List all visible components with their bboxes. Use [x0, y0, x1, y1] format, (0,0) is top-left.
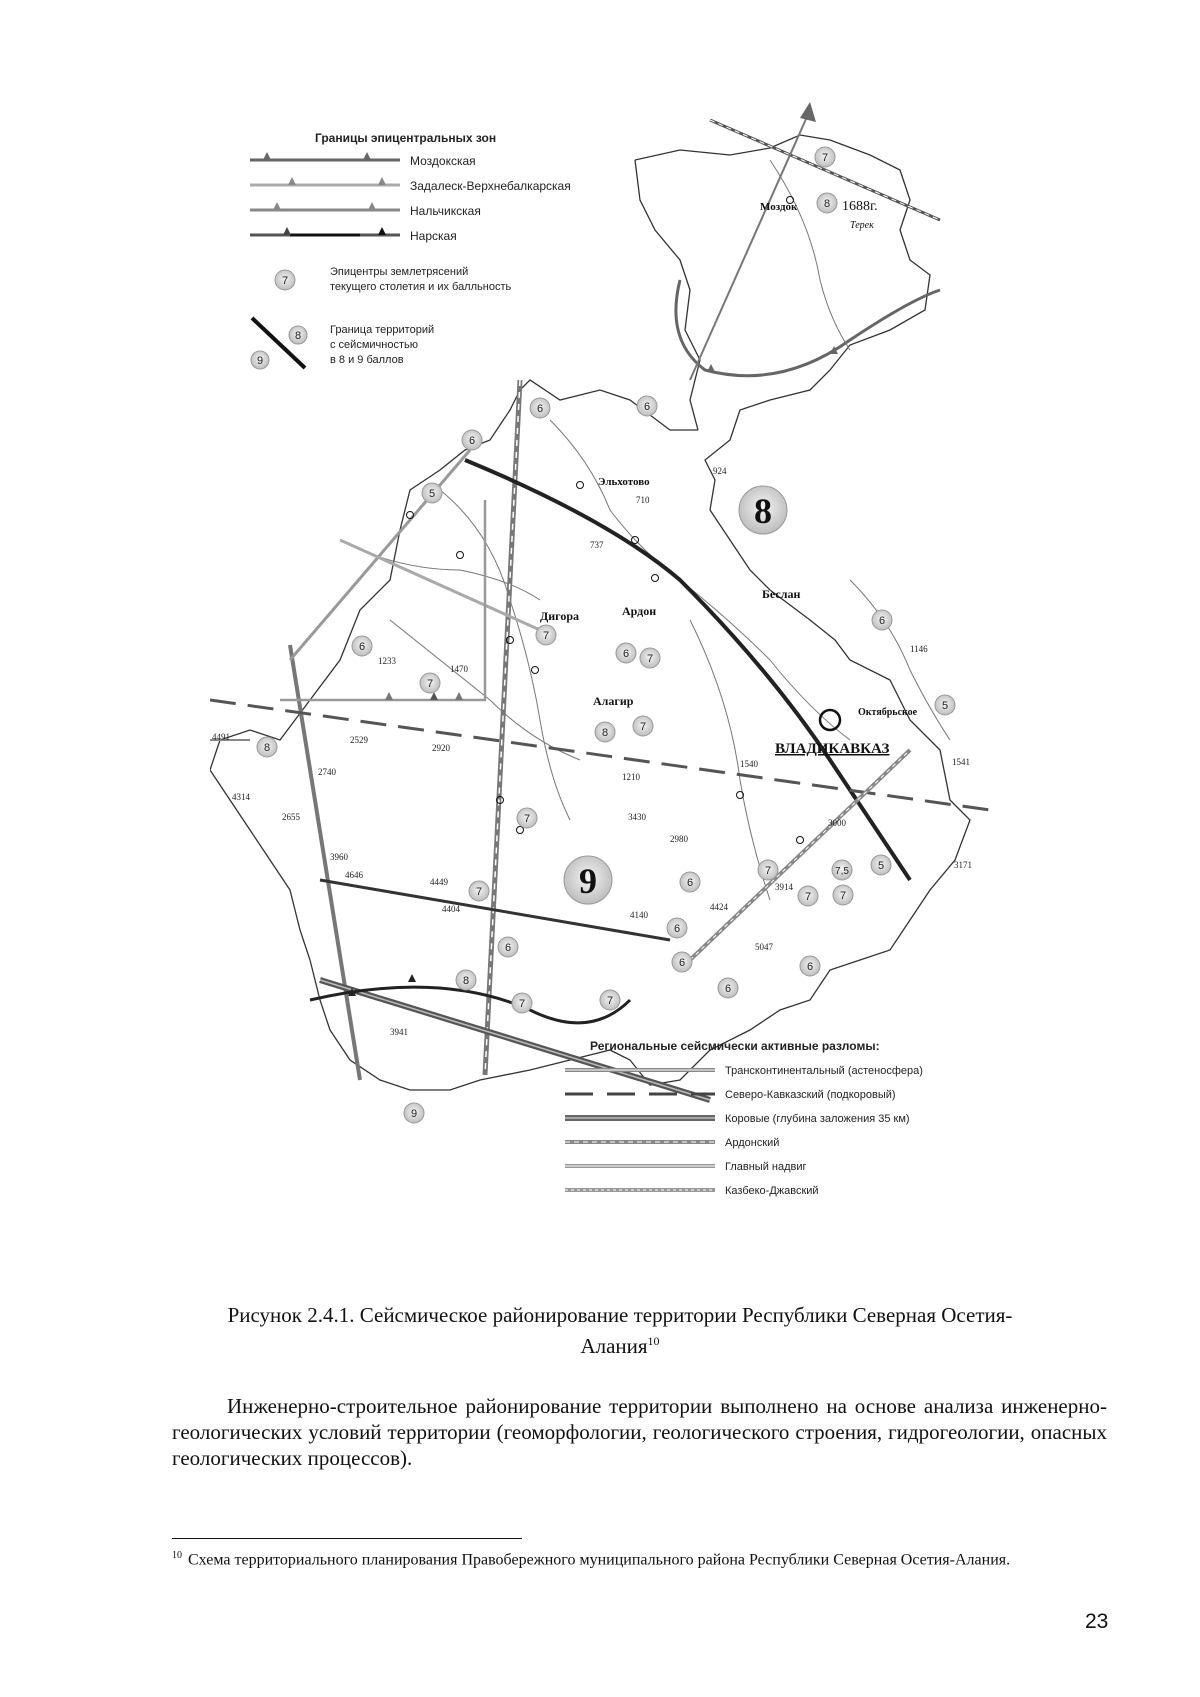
elev-1146: 1146 — [910, 644, 928, 654]
svg-text:8: 8 — [462, 975, 470, 987]
epicenter — [833, 885, 853, 905]
epicenter — [815, 147, 835, 167]
elev-710: 710 — [636, 495, 650, 505]
elev-4449: 4449 — [430, 877, 448, 887]
svg-text:5: 5 — [428, 488, 436, 500]
epicenter — [600, 990, 620, 1010]
towns — [407, 197, 918, 844]
elev-1541: 1541 — [952, 757, 970, 767]
fault-main-thrust: Главный надвиг — [725, 1161, 807, 1173]
epicenter — [512, 993, 532, 1013]
epicenter — [616, 643, 636, 663]
elev-4424: 4424 — [710, 902, 728, 912]
svg-text:7: 7 — [821, 152, 829, 164]
elev-2980: 2980 — [670, 834, 688, 844]
elev-5047: 5047 — [755, 942, 773, 952]
epicenter — [637, 396, 657, 416]
town-mozdok: Моздок — [760, 201, 798, 213]
legend-boundary-label-3: в 8 и 9 баллов — [330, 354, 404, 366]
svg-text:6: 6 — [806, 961, 814, 973]
elev-4314: 4314 — [232, 792, 250, 802]
body-paragraph: Инженерно-строительное районирование территории выполнено на основе анализа инженерно-геологических условий территории (геоморфологии, геологического строения, гидрогеологии, опасных геологических процессов). — [172, 1394, 1107, 1470]
epicenter — [680, 872, 700, 892]
epicenter — [633, 716, 653, 736]
elev-4404: 4404 — [442, 904, 460, 914]
footnote-text: Схема территориального планирования Правобережного муниципального района Республики Северная Осетия-Алания. — [188, 1551, 1011, 1569]
faults-legend-title: Региональные сейсмически активные разломы: — [590, 1039, 880, 1053]
zone-9-label: 9 — [579, 861, 597, 901]
elev-1210: 1210 — [622, 772, 640, 782]
legend-epicenter-label-2: текущего столетия и их балльность — [330, 281, 512, 293]
svg-text:6: 6 — [878, 615, 886, 627]
svg-text:7: 7 — [542, 630, 550, 642]
elev-3960: 3960 — [330, 852, 348, 862]
svg-text:6: 6 — [358, 641, 366, 653]
epicenter — [595, 722, 615, 742]
town-ardon: Ардон — [622, 604, 657, 618]
elev-4140: 4140 — [630, 910, 648, 920]
svg-text:6: 6 — [724, 983, 732, 995]
elev-4491: 4491 — [212, 732, 230, 742]
elev-1233: 1233 — [378, 656, 396, 666]
svg-text:8: 8 — [823, 198, 831, 210]
elev-2920: 2920 — [432, 743, 450, 753]
fault-transcontinental: Трансконтинентальный (астеносфера) — [725, 1065, 923, 1077]
svg-text:6: 6 — [468, 435, 476, 447]
year-1688: 1688г. — [842, 199, 878, 214]
elev-2529: 2529 — [350, 735, 368, 745]
elev-4646: 4646 — [345, 870, 363, 880]
epicenter — [798, 886, 818, 906]
town-beslan: Беслан — [762, 587, 801, 601]
legend-zone-nar: Нарская — [410, 229, 457, 243]
svg-text:7: 7 — [523, 813, 531, 825]
svg-text:6: 6 — [686, 877, 694, 889]
epicenter — [536, 625, 556, 645]
legend-zone-zadalesk: Задалеск-Верхнебалкарская — [410, 179, 571, 193]
legend-active-faults — [404, 1039, 923, 1197]
fault-ardon: Ардонский — [725, 1137, 780, 1149]
svg-text:6: 6 — [643, 401, 651, 413]
epicenter — [872, 610, 892, 630]
capital-vladikavkaz: ВЛАДИКАВКАЗ — [775, 741, 890, 757]
svg-text:8: 8 — [601, 727, 609, 739]
legend-boundary-label-2: с сейсмичностью — [330, 339, 418, 351]
figure-caption — [150, 1302, 1090, 1359]
epicenter — [800, 956, 820, 976]
svg-text:7: 7 — [804, 891, 812, 903]
zone-8-label: 8 — [754, 491, 772, 531]
svg-text:6: 6 — [678, 957, 686, 969]
legend-epicenter-sample: 7 — [281, 275, 289, 287]
elev-3000: 3000 — [828, 818, 846, 828]
fault-kazbek-java: Казбеко-Джавский — [725, 1185, 819, 1197]
svg-text:7: 7 — [646, 653, 654, 665]
fault-lines — [210, 102, 990, 1100]
fault-crustal: Коровые (глубина заложения 35 км) — [725, 1113, 910, 1125]
legend-boundary-sample-8: 8 — [294, 330, 302, 342]
caption-line-2: Алания — [580, 1334, 648, 1358]
legend-epicentral-zones — [250, 131, 571, 369]
elev-3171: 3171 — [954, 860, 972, 870]
epicenter — [640, 648, 660, 668]
epicenter — [352, 636, 372, 656]
footnote — [172, 1545, 1107, 1571]
page-number: 23 — [1085, 1610, 1109, 1633]
epicenter — [718, 978, 738, 998]
epicenter — [420, 673, 440, 693]
elev-2740: 2740 — [318, 767, 336, 777]
elev-2655: 2655 — [282, 812, 300, 822]
legend-bottom-circle: 9 — [410, 1108, 418, 1120]
footnote-marker: 10 — [172, 1550, 182, 1561]
elev-3430: 3430 — [628, 812, 646, 822]
elev-737: 737 — [590, 540, 604, 550]
elev-3914: 3914 — [775, 882, 793, 892]
svg-text:7: 7 — [839, 890, 847, 902]
legend-boundary-label-1: Граница территорий — [330, 324, 435, 336]
epicenter — [469, 881, 489, 901]
legend-zone-mozdok: Моздокская — [410, 154, 476, 168]
svg-text:7: 7 — [475, 886, 483, 898]
svg-text:7,5: 7,5 — [835, 866, 849, 877]
epicenter — [672, 952, 692, 972]
epicenter — [667, 918, 687, 938]
epicenter — [832, 860, 852, 880]
river-terek: Терек — [850, 220, 874, 231]
fault-north-caucasian: Северо-Кавказский (подкоровый) — [725, 1089, 896, 1101]
svg-text:6: 6 — [673, 923, 681, 935]
epicenter — [817, 193, 837, 213]
elev-3941: 3941 — [390, 1027, 408, 1037]
epicenter — [517, 808, 537, 828]
legend-boundary-sample-9: 9 — [256, 355, 264, 367]
legend-epicenter-label-1: Эпицентры землетрясений — [330, 266, 469, 278]
svg-text:7: 7 — [639, 721, 647, 733]
svg-text:6: 6 — [504, 942, 512, 954]
legend-zone-nalchik: Нальчикская — [410, 204, 481, 218]
town-alagir: Алагир — [593, 694, 634, 708]
svg-text:6: 6 — [622, 648, 630, 660]
town-digora: Дигора — [540, 609, 579, 623]
epicenter — [456, 970, 476, 990]
epicenter — [422, 483, 442, 503]
epicenter — [935, 695, 955, 715]
elev-1470: 1470 — [450, 664, 468, 674]
epicenter — [257, 737, 277, 757]
caption-line-1: Рисунок 2.4.1. Сейсмическое районирование территории Республики Северная Осетия- — [227, 1303, 1013, 1327]
region-outline — [210, 135, 970, 1090]
legend-title: Границы эпицентральных зон — [315, 131, 497, 145]
svg-text:7: 7 — [764, 865, 772, 877]
svg-text:7: 7 — [426, 678, 434, 690]
elev-924: 924 — [713, 466, 727, 476]
svg-text:7: 7 — [518, 998, 526, 1010]
epicenter — [758, 860, 778, 880]
caption-footnote-ref[interactable]: 10 — [647, 1334, 660, 1348]
svg-text:5: 5 — [941, 700, 949, 712]
seismic-zoning-map — [210, 100, 1080, 1300]
epicenter — [871, 855, 891, 875]
footnote-rule — [172, 1538, 522, 1539]
epicenter — [498, 937, 518, 957]
svg-text:5: 5 — [877, 860, 885, 872]
town-elkhotovo: Эльхотово — [598, 476, 650, 488]
epicenter — [462, 430, 482, 450]
epicenter — [530, 398, 550, 418]
svg-text:8: 8 — [263, 742, 271, 754]
svg-text:7: 7 — [606, 995, 614, 1007]
town-oktyabrskoe: Октябрьское — [858, 707, 918, 718]
elev-1540: 1540 — [740, 759, 758, 769]
svg-text:6: 6 — [536, 403, 544, 415]
